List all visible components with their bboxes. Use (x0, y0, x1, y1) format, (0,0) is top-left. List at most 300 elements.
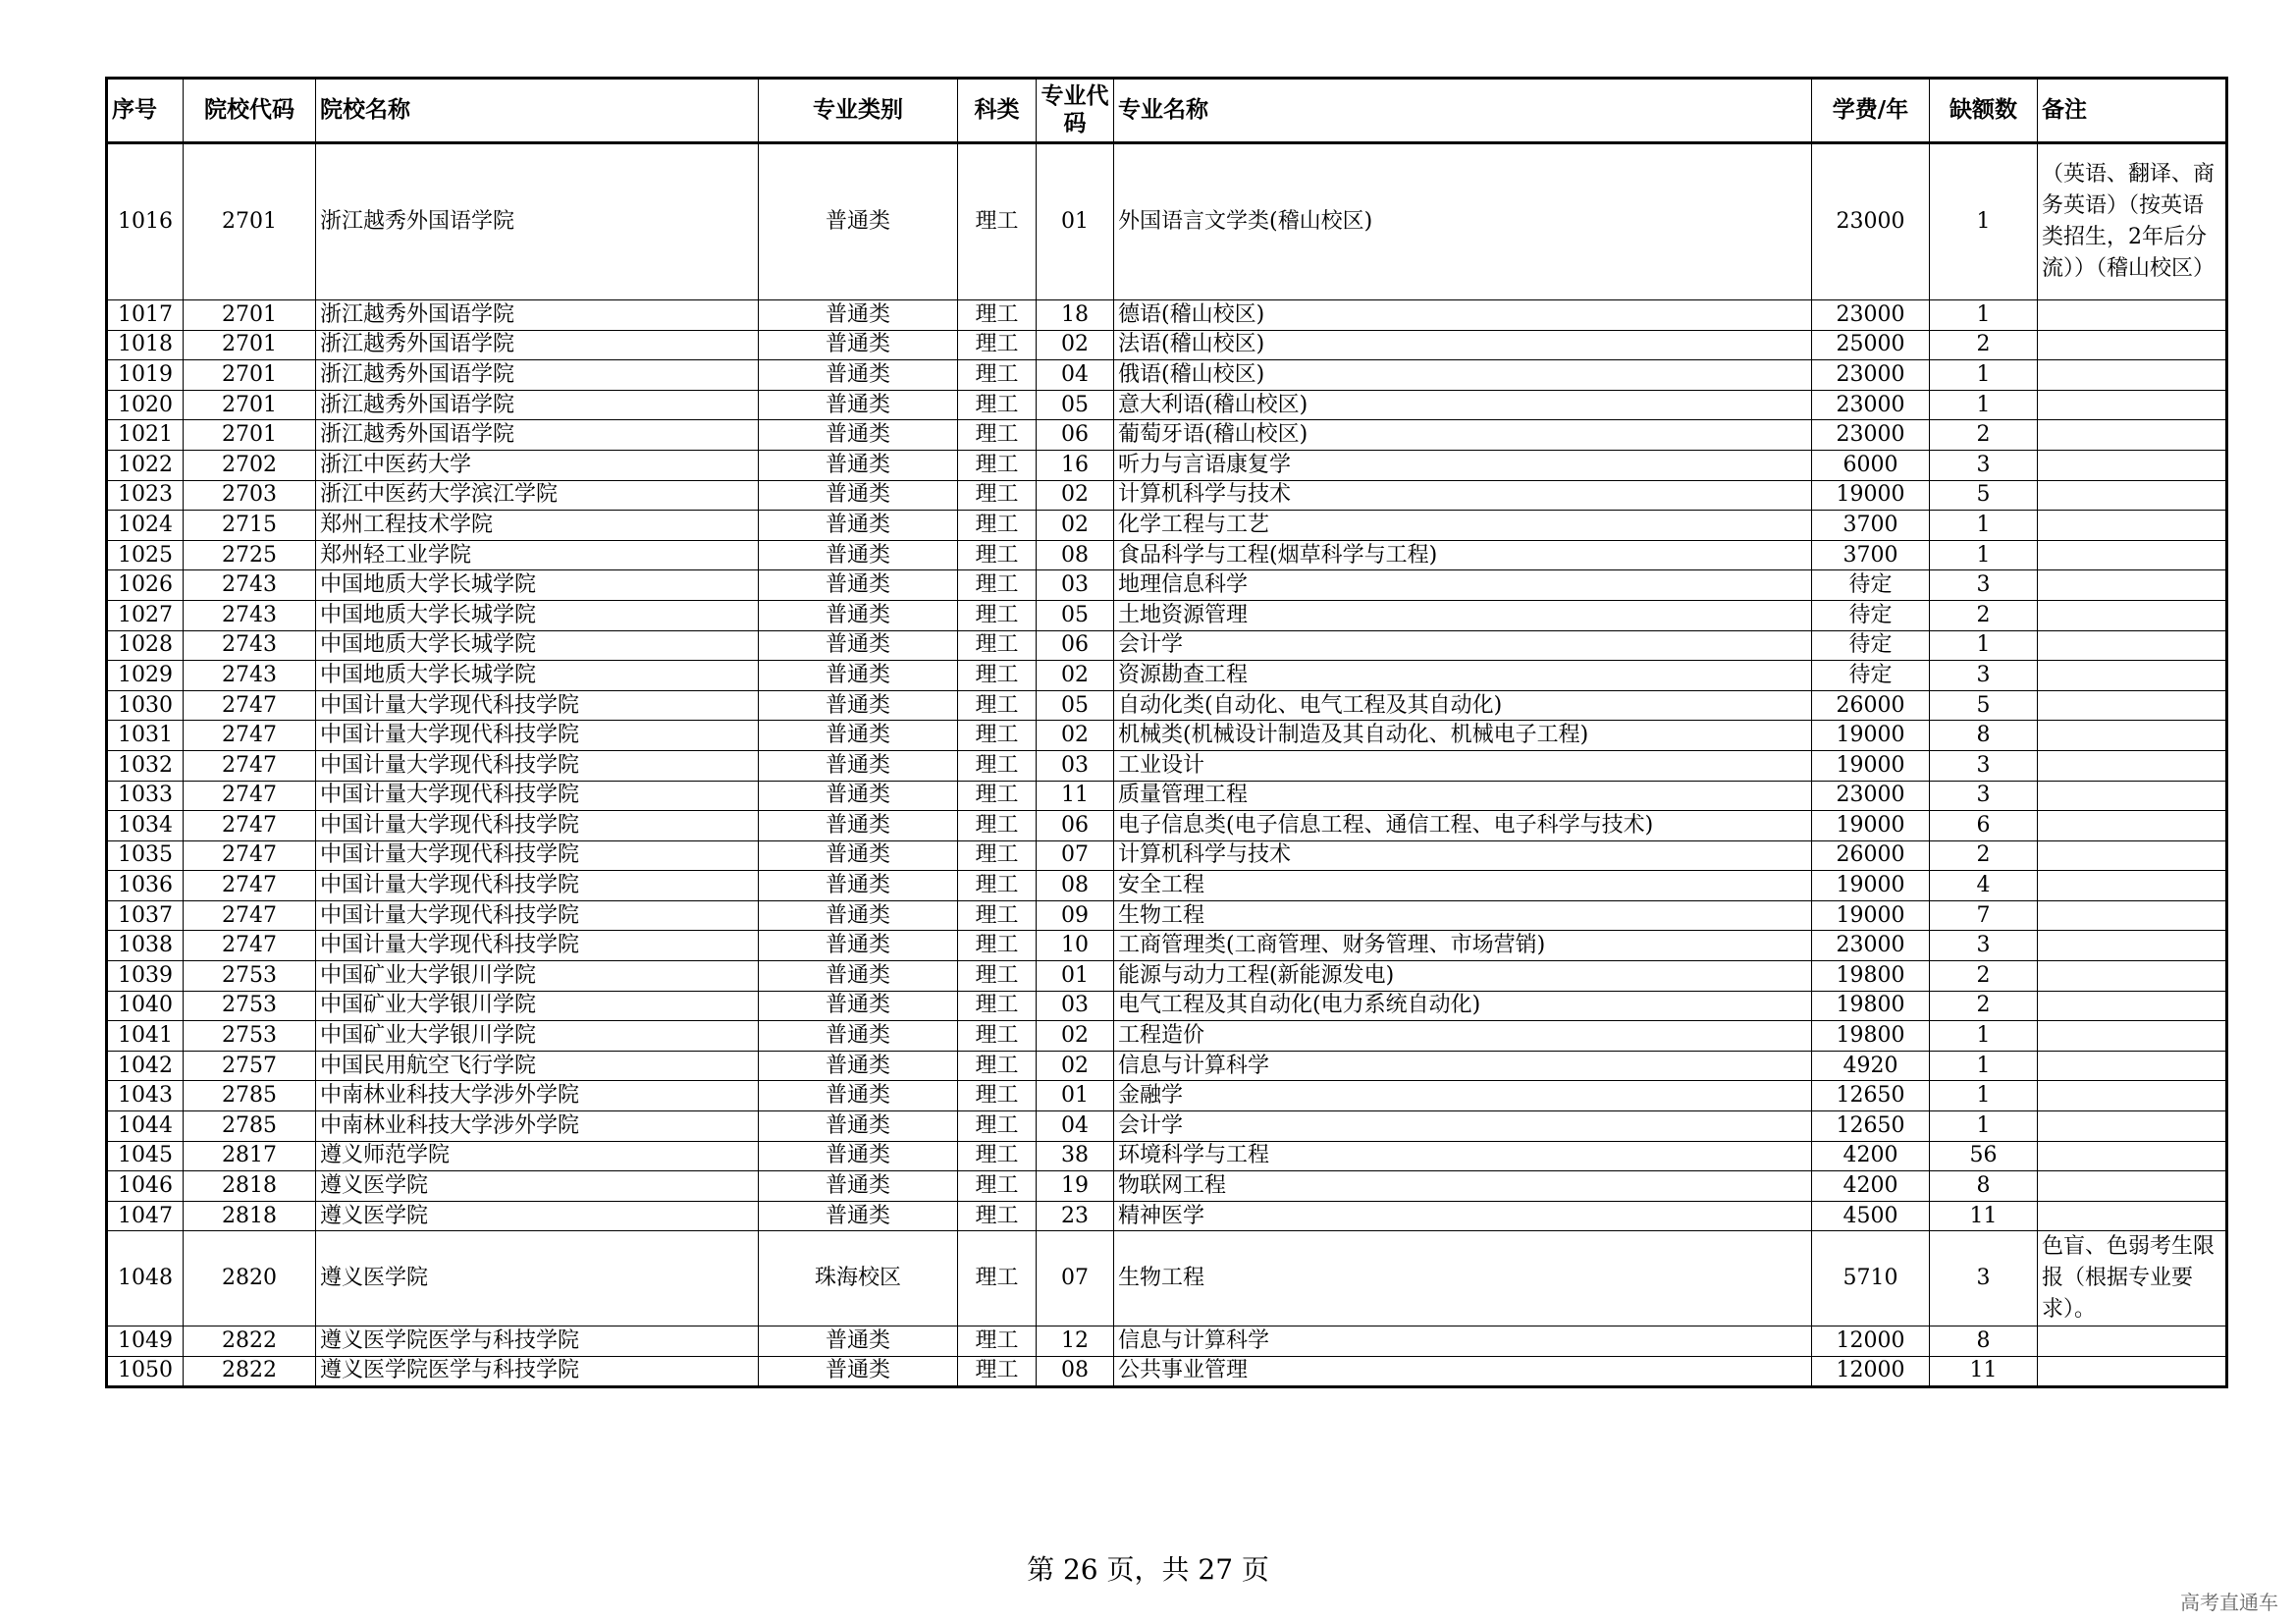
cell-fee: 23000 (1812, 931, 1930, 961)
cell-major-name: 工商管理类(工商管理、财务管理、市场营销) (1114, 931, 1812, 961)
cell-fee: 23000 (1812, 143, 1930, 300)
table-row (107, 690, 2227, 721)
table-row (107, 1231, 2227, 1326)
cell-school-code: 2715 (184, 511, 316, 541)
cell-major-type: 普通类 (759, 1171, 958, 1202)
cell-fee: 19000 (1812, 900, 1930, 931)
cell-major-name: 工业设计 (1114, 750, 1812, 781)
cell-major-type: 普通类 (759, 390, 958, 420)
cell-seq: 1041 (107, 1021, 184, 1052)
cell-fee: 4200 (1812, 1141, 1930, 1171)
cell-subject: 理工 (958, 690, 1037, 721)
cell-major-code: 07 (1037, 1231, 1114, 1326)
cell-notes (2038, 630, 2227, 661)
cell-notes (2038, 1201, 2227, 1231)
cell-fee: 23000 (1812, 360, 1930, 391)
table-row (107, 390, 2227, 420)
cell-notes (2038, 1356, 2227, 1387)
cell-fee: 19000 (1812, 480, 1930, 511)
cell-school-name: 遵义医学院医学与科技学院 (316, 1356, 759, 1387)
cell-seq: 1050 (107, 1356, 184, 1387)
cell-major-type: 普通类 (759, 1081, 958, 1111)
cell-school-code: 2703 (184, 480, 316, 511)
cell-vacancies: 1 (1930, 511, 2038, 541)
table-row (107, 1051, 2227, 1081)
cell-fee: 4500 (1812, 1201, 1930, 1231)
cell-major-code: 18 (1037, 300, 1114, 331)
cell-vacancies: 1 (1930, 143, 2038, 300)
cell-major-name: 法语(稽山校区) (1114, 330, 1812, 360)
cell-major-name: 德语(稽山校区) (1114, 300, 1812, 331)
cell-subject: 理工 (958, 330, 1037, 360)
table-row (107, 300, 2227, 331)
cell-fee: 12000 (1812, 1356, 1930, 1387)
cell-subject: 理工 (958, 600, 1037, 630)
cell-major-type: 普通类 (759, 811, 958, 841)
cell-school-name: 中国计量大学现代科技学院 (316, 840, 759, 871)
table-row (107, 540, 2227, 570)
cell-school-name: 郑州轻工业学院 (316, 540, 759, 570)
cell-major-type: 普通类 (759, 1141, 958, 1171)
table-row (107, 1356, 2227, 1387)
watermark-text: 高考直通车 (2180, 1591, 2278, 1614)
cell-notes (2038, 1141, 2227, 1171)
table-row (107, 721, 2227, 751)
cell-notes (2038, 750, 2227, 781)
cell-major-type: 普通类 (759, 1051, 958, 1081)
cell-major-code: 16 (1037, 450, 1114, 480)
cell-school-code: 2785 (184, 1111, 316, 1142)
cell-vacancies: 1 (1930, 630, 2038, 661)
cell-major-code: 05 (1037, 600, 1114, 630)
cell-vacancies: 8 (1930, 721, 2038, 751)
cell-school-code: 2701 (184, 330, 316, 360)
cell-major-code: 03 (1037, 750, 1114, 781)
cell-major-type: 普通类 (759, 330, 958, 360)
cell-major-name: 信息与计算科学 (1114, 1326, 1812, 1357)
cell-school-code: 2702 (184, 450, 316, 480)
cell-vacancies: 3 (1930, 450, 2038, 480)
cell-subject: 理工 (958, 1326, 1037, 1357)
cell-school-name: 浙江越秀外国语学院 (316, 330, 759, 360)
cell-vacancies: 2 (1930, 991, 2038, 1021)
cell-major-name: 精神医学 (1114, 1201, 1812, 1231)
cell-school-code: 2743 (184, 570, 316, 601)
table-row (107, 330, 2227, 360)
cell-major-type: 珠海校区 (759, 1231, 958, 1326)
cell-notes (2038, 871, 2227, 901)
cell-school-code: 2743 (184, 630, 316, 661)
cell-seq: 1033 (107, 781, 184, 811)
table-row (107, 1111, 2227, 1142)
cell-school-code: 2747 (184, 840, 316, 871)
cell-major-type: 普通类 (759, 540, 958, 570)
cell-fee: 待定 (1812, 570, 1930, 601)
table-row (107, 1171, 2227, 1202)
cell-vacancies: 56 (1930, 1141, 2038, 1171)
cell-vacancies: 1 (1930, 1111, 2038, 1142)
table-row (107, 900, 2227, 931)
cell-notes (2038, 420, 2227, 451)
cell-major-code: 02 (1037, 511, 1114, 541)
cell-seq: 1036 (107, 871, 184, 901)
table-row (107, 1141, 2227, 1171)
header-fee: 学费/年 (1812, 79, 1930, 143)
cell-school-code: 2725 (184, 540, 316, 570)
cell-subject: 理工 (958, 1171, 1037, 1202)
cell-major-type: 普通类 (759, 840, 958, 871)
cell-fee: 19000 (1812, 811, 1930, 841)
cell-fee: 5710 (1812, 1231, 1930, 1326)
cell-subject: 理工 (958, 420, 1037, 451)
cell-school-name: 遵义医学院 (316, 1171, 759, 1202)
cell-major-code: 03 (1037, 570, 1114, 601)
cell-seq: 1045 (107, 1141, 184, 1171)
cell-major-type: 普通类 (759, 961, 958, 992)
cell-fee: 19000 (1812, 721, 1930, 751)
cell-seq: 1042 (107, 1051, 184, 1081)
cell-school-code: 2757 (184, 1051, 316, 1081)
cell-major-code: 02 (1037, 1021, 1114, 1052)
cell-major-code: 01 (1037, 1081, 1114, 1111)
cell-school-name: 中国计量大学现代科技学院 (316, 750, 759, 781)
cell-notes (2038, 931, 2227, 961)
cell-notes (2038, 1171, 2227, 1202)
cell-fee: 23000 (1812, 300, 1930, 331)
table-row (107, 1081, 2227, 1111)
cell-fee: 4200 (1812, 1171, 1930, 1202)
header-major-code: 专业代码 (1037, 79, 1114, 143)
cell-notes (2038, 480, 2227, 511)
cell-major-code: 09 (1037, 900, 1114, 931)
cell-vacancies: 1 (1930, 360, 2038, 391)
cell-school-code: 2747 (184, 871, 316, 901)
cell-fee: 3700 (1812, 540, 1930, 570)
header-school-name: 院校名称 (316, 79, 759, 143)
cell-major-name: 化学工程与工艺 (1114, 511, 1812, 541)
cell-school-name: 中国矿业大学银川学院 (316, 961, 759, 992)
cell-major-code: 10 (1037, 931, 1114, 961)
cell-school-code: 2701 (184, 143, 316, 300)
cell-seq: 1031 (107, 721, 184, 751)
table-row (107, 1326, 2227, 1357)
cell-fee: 19000 (1812, 750, 1930, 781)
cell-school-name: 浙江越秀外国语学院 (316, 143, 759, 300)
cell-major-code: 02 (1037, 661, 1114, 691)
cell-seq: 1025 (107, 540, 184, 570)
cell-seq: 1016 (107, 143, 184, 300)
cell-major-code: 05 (1037, 690, 1114, 721)
cell-vacancies: 3 (1930, 1231, 2038, 1326)
table-row (107, 871, 2227, 901)
cell-subject: 理工 (958, 1111, 1037, 1142)
cell-notes (2038, 600, 2227, 630)
cell-seq: 1034 (107, 811, 184, 841)
page-number: 第 26 页，共 27 页 (1027, 1553, 1269, 1586)
cell-fee: 待定 (1812, 630, 1930, 661)
cell-seq: 1021 (107, 420, 184, 451)
cell-seq: 1032 (107, 750, 184, 781)
cell-vacancies: 3 (1930, 781, 2038, 811)
cell-subject: 理工 (958, 1201, 1037, 1231)
header-row (107, 79, 2227, 143)
cell-subject: 理工 (958, 143, 1037, 300)
cell-subject: 理工 (958, 1051, 1037, 1081)
cell-major-code: 02 (1037, 1051, 1114, 1081)
cell-school-name: 遵义师范学院 (316, 1141, 759, 1171)
cell-vacancies: 4 (1930, 871, 2038, 901)
cell-fee: 4920 (1812, 1051, 1930, 1081)
cell-school-name: 中南林业科技大学涉外学院 (316, 1111, 759, 1142)
cell-subject: 理工 (958, 390, 1037, 420)
cell-notes (2038, 661, 2227, 691)
cell-school-code: 2747 (184, 931, 316, 961)
cell-major-name: 工程造价 (1114, 1021, 1812, 1052)
cell-school-code: 2701 (184, 300, 316, 331)
cell-major-name: 质量管理工程 (1114, 781, 1812, 811)
cell-subject: 理工 (958, 1021, 1037, 1052)
cell-school-code: 2743 (184, 600, 316, 630)
cell-major-name: 公共事业管理 (1114, 1356, 1812, 1387)
cell-school-name: 中国计量大学现代科技学院 (316, 721, 759, 751)
cell-subject: 理工 (958, 360, 1037, 391)
cell-fee: 12650 (1812, 1081, 1930, 1111)
cell-major-code: 03 (1037, 991, 1114, 1021)
cell-major-type: 普通类 (759, 1111, 958, 1142)
cell-subject: 理工 (958, 511, 1037, 541)
table-row (107, 570, 2227, 601)
table-row (107, 420, 2227, 451)
cell-subject: 理工 (958, 300, 1037, 331)
cell-fee: 23000 (1812, 781, 1930, 811)
cell-major-name: 食品科学与工程(烟草科学与工程) (1114, 540, 1812, 570)
cell-school-code: 2701 (184, 360, 316, 391)
cell-notes (2038, 300, 2227, 331)
cell-seq: 1028 (107, 630, 184, 661)
cell-school-name: 浙江中医药大学 (316, 450, 759, 480)
cell-subject: 理工 (958, 1081, 1037, 1111)
cell-major-name: 土地资源管理 (1114, 600, 1812, 630)
cell-major-code: 19 (1037, 1171, 1114, 1202)
cell-major-type: 普通类 (759, 630, 958, 661)
table-row (107, 781, 2227, 811)
cell-notes (2038, 690, 2227, 721)
cell-school-code: 2701 (184, 390, 316, 420)
cell-fee: 待定 (1812, 661, 1930, 691)
cell-notes (2038, 1111, 2227, 1142)
cell-school-code: 2747 (184, 781, 316, 811)
cell-subject: 理工 (958, 1231, 1037, 1326)
cell-school-name: 遵义医学院 (316, 1201, 759, 1231)
cell-major-code: 04 (1037, 1111, 1114, 1142)
cell-notes (2038, 390, 2227, 420)
cell-seq: 1026 (107, 570, 184, 601)
cell-major-code: 06 (1037, 811, 1114, 841)
cell-vacancies: 1 (1930, 540, 2038, 570)
cell-seq: 1043 (107, 1081, 184, 1111)
cell-fee: 23000 (1812, 420, 1930, 451)
cell-major-type: 普通类 (759, 750, 958, 781)
cell-vacancies: 7 (1930, 900, 2038, 931)
cell-major-code: 02 (1037, 721, 1114, 751)
header-major-name: 专业名称 (1114, 79, 1812, 143)
cell-school-code: 2818 (184, 1171, 316, 1202)
cell-school-name: 中国地质大学长城学院 (316, 570, 759, 601)
cell-seq: 1029 (107, 661, 184, 691)
cell-major-type: 普通类 (759, 1326, 958, 1357)
cell-major-type: 普通类 (759, 360, 958, 391)
cell-fee: 19000 (1812, 871, 1930, 901)
cell-major-name: 生物工程 (1114, 1231, 1812, 1326)
cell-notes (2038, 781, 2227, 811)
cell-vacancies: 2 (1930, 600, 2038, 630)
cell-fee: 12650 (1812, 1111, 1930, 1142)
cell-major-type: 普通类 (759, 1021, 958, 1052)
cell-major-name: 资源勘查工程 (1114, 661, 1812, 691)
cell-notes (2038, 1021, 2227, 1052)
cell-major-type: 普通类 (759, 143, 958, 300)
cell-school-name: 中国计量大学现代科技学院 (316, 811, 759, 841)
cell-major-code: 08 (1037, 871, 1114, 901)
cell-subject: 理工 (958, 630, 1037, 661)
cell-major-type: 普通类 (759, 570, 958, 601)
cell-fee: 26000 (1812, 840, 1930, 871)
cell-notes (2038, 840, 2227, 871)
cell-subject: 理工 (958, 570, 1037, 601)
cell-vacancies: 3 (1930, 750, 2038, 781)
cell-major-name: 能源与动力工程(新能源发电) (1114, 961, 1812, 992)
cell-notes (2038, 721, 2227, 751)
cell-notes (2038, 811, 2227, 841)
cell-vacancies: 11 (1930, 1356, 2038, 1387)
cell-school-code: 2747 (184, 690, 316, 721)
header-vacancies: 缺额数 (1930, 79, 2038, 143)
cell-school-code: 2822 (184, 1326, 316, 1357)
table-row (107, 991, 2227, 1021)
cell-major-name: 会计学 (1114, 1111, 1812, 1142)
cell-major-name: 意大利语(稽山校区) (1114, 390, 1812, 420)
cell-major-name: 物联网工程 (1114, 1171, 1812, 1202)
cell-major-name: 生物工程 (1114, 900, 1812, 931)
cell-subject: 理工 (958, 991, 1037, 1021)
cell-major-name: 地理信息科学 (1114, 570, 1812, 601)
cell-school-name: 浙江越秀外国语学院 (316, 360, 759, 391)
cell-major-code: 38 (1037, 1141, 1114, 1171)
cell-fee: 12000 (1812, 1326, 1930, 1357)
cell-fee: 3700 (1812, 511, 1930, 541)
cell-notes (2038, 330, 2227, 360)
cell-subject: 理工 (958, 540, 1037, 570)
cell-seq: 1035 (107, 840, 184, 871)
cell-vacancies: 8 (1930, 1171, 2038, 1202)
table-row (107, 1201, 2227, 1231)
cell-vacancies: 5 (1930, 690, 2038, 721)
cell-seq: 1024 (107, 511, 184, 541)
cell-fee: 6000 (1812, 450, 1930, 480)
cell-subject: 理工 (958, 1356, 1037, 1387)
cell-seq: 1047 (107, 1201, 184, 1231)
cell-seq: 1019 (107, 360, 184, 391)
cell-school-code: 2753 (184, 991, 316, 1021)
cell-fee: 25000 (1812, 330, 1930, 360)
cell-school-name: 郑州工程技术学院 (316, 511, 759, 541)
cell-fee: 19800 (1812, 1021, 1930, 1052)
header-subject: 科类 (958, 79, 1037, 143)
cell-major-code: 01 (1037, 961, 1114, 992)
cell-major-type: 普通类 (759, 480, 958, 511)
cell-seq: 1048 (107, 1231, 184, 1326)
cell-subject: 理工 (958, 721, 1037, 751)
cell-notes (2038, 900, 2227, 931)
cell-notes (2038, 991, 2227, 1021)
cell-major-name: 听力与言语康复学 (1114, 450, 1812, 480)
table-row (107, 511, 2227, 541)
cell-school-code: 2701 (184, 420, 316, 451)
cell-school-name: 中国计量大学现代科技学院 (316, 871, 759, 901)
cell-major-type: 普通类 (759, 721, 958, 751)
table-body (107, 143, 2227, 1387)
cell-major-name: 机械类(机械设计制造及其自动化、机械电子工程) (1114, 721, 1812, 751)
cell-vacancies: 3 (1930, 931, 2038, 961)
cell-subject: 理工 (958, 840, 1037, 871)
table-row (107, 143, 2227, 300)
cell-fee: 26000 (1812, 690, 1930, 721)
cell-school-name: 中国民用航空飞行学院 (316, 1051, 759, 1081)
cell-seq: 1023 (107, 480, 184, 511)
cell-school-name: 中国矿业大学银川学院 (316, 991, 759, 1021)
cell-major-code: 01 (1037, 143, 1114, 300)
cell-seq: 1040 (107, 991, 184, 1021)
cell-notes (2038, 570, 2227, 601)
cell-subject: 理工 (958, 450, 1037, 480)
cell-school-name: 遵义医学院 (316, 1231, 759, 1326)
cell-school-name: 中国计量大学现代科技学院 (316, 781, 759, 811)
cell-vacancies: 6 (1930, 811, 2038, 841)
cell-major-type: 普通类 (759, 931, 958, 961)
cell-seq: 1037 (107, 900, 184, 931)
cell-seq: 1027 (107, 600, 184, 630)
cell-vacancies: 1 (1930, 1021, 2038, 1052)
cell-seq: 1022 (107, 450, 184, 480)
table-row (107, 480, 2227, 511)
cell-major-name: 外国语言文学类(稽山校区) (1114, 143, 1812, 300)
cell-major-code: 23 (1037, 1201, 1114, 1231)
cell-notes (2038, 511, 2227, 541)
cell-vacancies: 1 (1930, 300, 2038, 331)
cell-school-code: 2818 (184, 1201, 316, 1231)
cell-school-name: 浙江越秀外国语学院 (316, 420, 759, 451)
cell-school-name: 中国矿业大学银川学院 (316, 1021, 759, 1052)
cell-subject: 理工 (958, 931, 1037, 961)
cell-subject: 理工 (958, 480, 1037, 511)
cell-major-code: 06 (1037, 420, 1114, 451)
header-school-code: 院校代码 (184, 79, 316, 143)
table-row (107, 360, 2227, 391)
cell-vacancies: 1 (1930, 1051, 2038, 1081)
cell-major-type: 普通类 (759, 600, 958, 630)
cell-subject: 理工 (958, 750, 1037, 781)
cell-seq: 1018 (107, 330, 184, 360)
cell-seq: 1046 (107, 1171, 184, 1202)
cell-major-name: 环境科学与工程 (1114, 1141, 1812, 1171)
cell-notes: 色盲、色弱考生限报（根据专业要求）。 (2038, 1231, 2227, 1326)
cell-major-name: 电子信息类(电子信息工程、通信工程、电子科学与技术) (1114, 811, 1812, 841)
cell-major-code: 04 (1037, 360, 1114, 391)
cell-vacancies: 11 (1930, 1201, 2038, 1231)
cell-major-code: 08 (1037, 1356, 1114, 1387)
cell-fee: 19800 (1812, 991, 1930, 1021)
cell-seq: 1039 (107, 961, 184, 992)
